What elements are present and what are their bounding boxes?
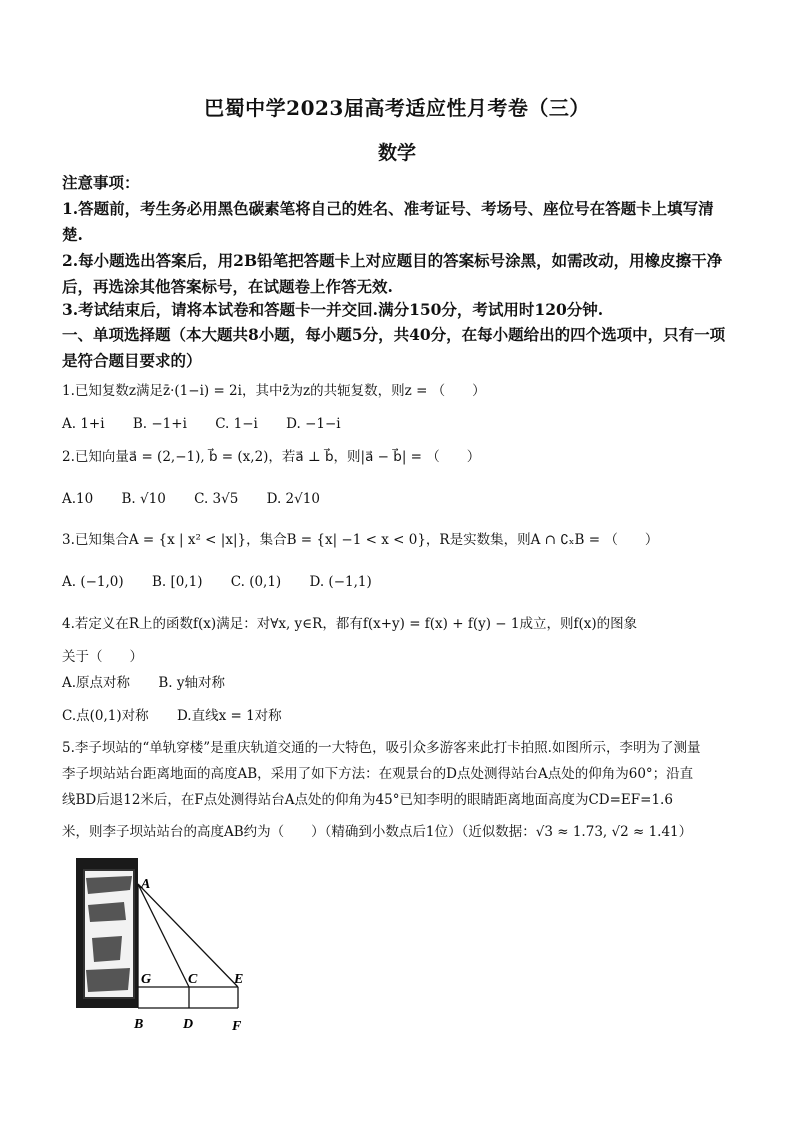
question-2-stem: 2.已知向量a⃗ = (2,−1), b⃗ = (x,2)，若a⃗ ⊥ b⃗，则|a⃗ − b⃗| = （ ） [62,449,481,465]
label-e: E [234,972,244,987]
q3-option-d: D. (−1,1) [309,574,372,590]
q2-option-c: C. 3√5 [194,491,239,507]
question-1-stem: 1.已知复数z满足z̄·(1−i) = 2i，其中z̄为z的共轭复数，则z = （ ） [62,383,486,399]
q1-option-d: D. −1−i [286,416,341,432]
q4-option-a: A.原点对称 [62,675,131,691]
notice-item-3: 3.考试结束后，请将本试卷和答题卡一并交回.满分150分，考试用时120分钟. [62,300,604,319]
q1-option-b: B. −1+i [132,416,187,432]
label-g: G [141,972,152,987]
question-4-stem-line1: 4.若定义在R上的函数f(x)满足：对∀x, y∈R，都有f(x+y) = f(x) + f(y) − 1成立，则f(x)的图象 [62,616,638,632]
q2-option-a: A.10 [62,491,94,507]
label-d: D [183,1017,194,1032]
notice-heading: 注意事项： [62,173,140,192]
q1-option-c: C. 1−i [215,416,258,432]
question-5-line3: 线BD后退12米后，在F点处测得站台A点处的仰角为45°已知李明的眼睛距离地面高度为CD=EF=1.6 [62,792,673,808]
question-5-line2: 李子坝站站台距离地面的高度AB，采用了如下方法：在观景台的D点处测得站台A点处的仰角为60°；沿直 [62,766,694,782]
question-4-options-row1 [62,673,742,693]
subject-title: 数学 [377,142,416,164]
question-3-options [62,572,742,592]
question-4-options-row2 [62,706,742,726]
question-2-options [62,489,742,509]
section-heading: 一、单项选择题（本大题共8小题，每小题5分，共40分，在每小题给出的四个选项中，只有一项是符合题目要求的） [62,325,726,370]
q3-option-a: A. (−1,0) [62,574,124,590]
q2-option-b: B. √10 [121,491,166,507]
q4-option-b: B. y轴对称 [158,675,225,691]
q3-option-b: B. [0,1) [151,574,203,590]
label-c: C [188,972,198,987]
elevation-figure [64,850,264,1040]
notice-item-2: 2.每小题选出答案后，用2B铅笔把答题卡上对应题目的答案标号涂黑，如需改动，用橡皮擦干净后，再选涂其他答案标号，在试题卷上作答无效. [62,251,723,296]
question-1-options [62,414,742,434]
q4-option-d: D.直线x = 1对称 [176,708,282,724]
question-5-line1: 5.李子坝站的“单轨穿楼”是重庆轨道交通的一大特色，吸引众多游客来此打卡拍照.如图所示，李明为了测量 [62,740,701,756]
label-b: B [134,1017,144,1032]
question-4-stem-line2: 关于（ ） [62,649,143,665]
q4-option-c: C.点(0,1)对称 [62,708,149,724]
q2-option-d: D. 2√10 [266,491,320,507]
notice-item-1: 1.答题前，考生务必用黑色碳素笔将自己的姓名、准考证号、考场号、座位号在答题卡上填写清楚. [62,199,714,244]
label-f: F [232,1019,242,1034]
q3-option-c: C. (0,1) [230,574,282,590]
label-a: A [141,877,151,892]
question-3-stem: 3.已知集合A = {x | x² < |x|}，集合B = {x| −1 < x < 0}，R是实数集，则A ∩ ∁ₓB = （ ） [62,532,659,548]
question-5-line4: 米，则李子坝站站台的高度AB约为（ ）（精确到小数点后1位）（近似数据：√3 ≈ 1.73, √2 ≈ 1.41） [62,824,693,840]
exam-title: 巴蜀中学2023届高考适应性月考卷（三） [204,96,590,120]
q1-option-a: A. 1+i [62,416,105,432]
